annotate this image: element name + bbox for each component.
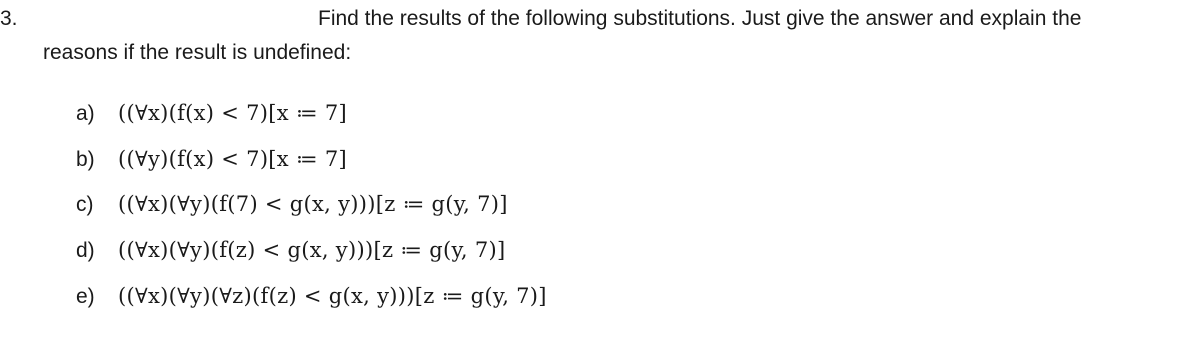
item-formula: ((∀x)(∀y)(f(z) < g(x, y)))[z ≔ g(y, 7)]: [118, 238, 506, 262]
item-label: e): [76, 285, 95, 308]
list-item-c: [76, 192, 508, 217]
item-formula: ((∀x)(f(x) < 7)[x ≔ 7]: [118, 101, 348, 125]
list-item-a: [76, 101, 347, 126]
list-item-d: [76, 238, 505, 263]
question-number: 3.: [0, 7, 18, 30]
item-label: b): [76, 148, 95, 171]
item-formula: ((∀y)(f(x) < 7)[x ≔ 7]: [118, 147, 348, 171]
item-formula: ((∀x)(∀y)(∀z)(f(z) < g(x, y)))[z ≔ g(y, 7)]: [118, 284, 547, 308]
list-item-e: [76, 284, 547, 309]
instruction-line-1: Find the results of the following substitutions. Just give the answer and explain the: [318, 7, 1082, 30]
item-label: d): [76, 239, 95, 262]
item-label: c): [76, 193, 94, 216]
item-formula: ((∀x)(∀y)(f(7) < g(x, y)))[z ≔ g(y, 7)]: [118, 192, 508, 216]
item-label: a): [76, 102, 95, 125]
list-item-b: [76, 147, 347, 172]
instruction-line-2: reasons if the result is undefined:: [43, 41, 352, 64]
